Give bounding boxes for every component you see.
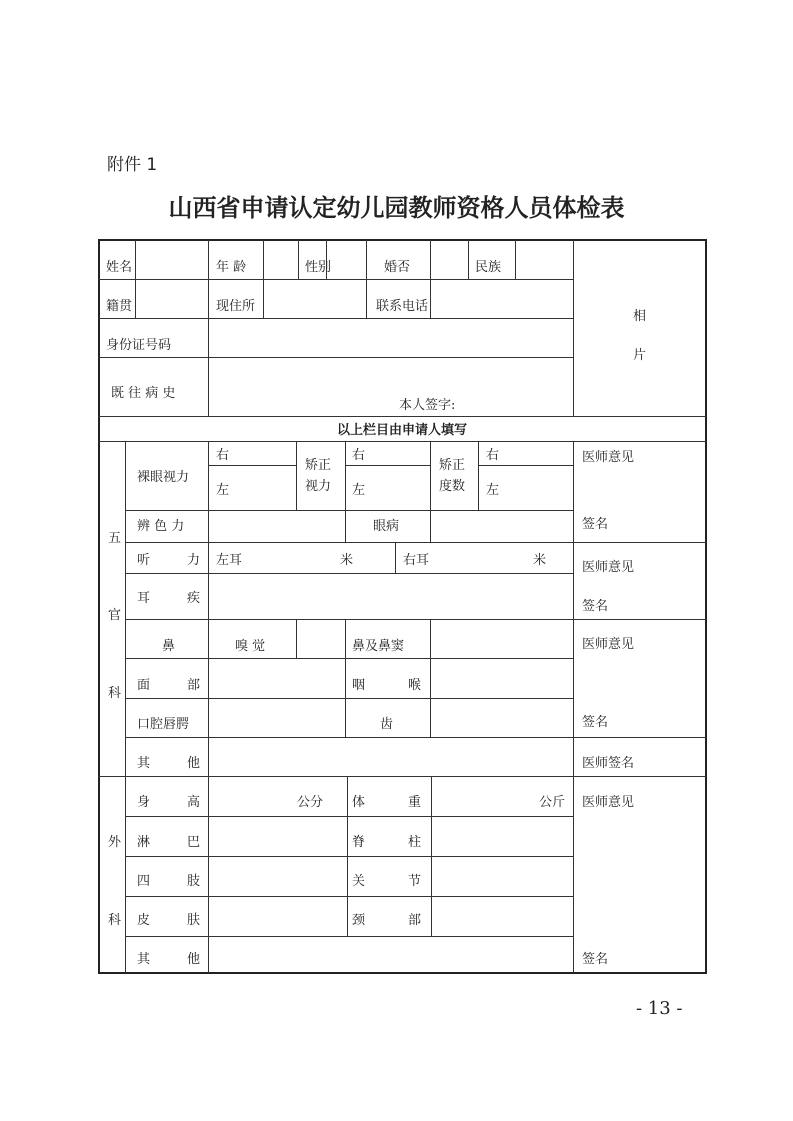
label-phone: 联系电话	[376, 299, 429, 314]
photo-label-2: 片	[633, 348, 647, 363]
label-neck: 部	[408, 913, 422, 928]
label-height: 高	[187, 795, 201, 810]
label-throat: 喉	[408, 678, 422, 693]
label-ear: 疾	[187, 591, 201, 606]
label-left-ear: 左耳	[216, 553, 243, 568]
section-facial-2: 官	[108, 608, 122, 623]
label-vision: 视力	[305, 479, 332, 494]
label-height: 身	[137, 795, 151, 810]
page-number: - 13 -	[636, 998, 683, 1019]
unit-meter: 米	[340, 553, 354, 568]
label-correction: 矫正	[439, 458, 466, 473]
label-gender: 性别	[305, 260, 332, 275]
label-other: 他	[187, 756, 201, 771]
label-skin: 肤	[187, 913, 201, 928]
unit-meter: 米	[533, 553, 547, 568]
label-spine: 柱	[408, 835, 422, 850]
label-lymph: 巴	[187, 835, 201, 850]
label-history: 既 往 病 史	[111, 386, 176, 401]
sign-label: 签名	[582, 599, 609, 614]
label-eye-disease: 眼病	[373, 519, 400, 534]
label-weight: 重	[408, 795, 422, 810]
section-facial-3: 科	[108, 686, 122, 701]
label-degree: 度数	[439, 479, 466, 494]
label-teeth: 齿	[380, 717, 394, 732]
unit-kg: 公斤	[539, 795, 566, 810]
label-right-ear: 右耳	[403, 553, 430, 568]
label-ear: 耳	[137, 591, 151, 606]
sign-label: 签名	[582, 517, 609, 532]
photo-label-1: 相	[633, 309, 647, 324]
doctor-opinion-label: 医师意见	[582, 560, 635, 575]
label-other: 他	[187, 952, 201, 967]
label-right: 右	[216, 448, 230, 463]
doctor-sign-label: 医师签名	[582, 756, 635, 771]
label-right: 右	[352, 448, 366, 463]
label-other: 其	[137, 756, 151, 771]
label-lymph: 淋	[137, 835, 151, 850]
label-joint: 关	[352, 874, 366, 889]
label-naked-vision: 裸眼视力	[137, 470, 190, 485]
label-left: 左	[352, 483, 366, 498]
label-age: 年 龄	[216, 260, 247, 275]
attachment-label: 附件 1	[107, 155, 158, 175]
label-limbs: 肢	[187, 874, 201, 889]
section-surgery-2: 科	[108, 913, 122, 928]
label-id-number: 身份证号码	[106, 338, 172, 353]
label-name: 姓名	[106, 260, 133, 275]
label-skin: 皮	[137, 913, 151, 928]
label-limbs: 四	[137, 874, 151, 889]
label-sinus: 鼻及鼻窦	[352, 639, 405, 654]
sign-label: 签名	[582, 952, 609, 967]
label-spine: 脊	[352, 835, 366, 850]
label-hearing: 听	[137, 553, 151, 568]
unit-cm: 公分	[297, 795, 324, 810]
label-native-place: 籍贯	[106, 299, 133, 314]
label-throat: 咽	[352, 678, 366, 693]
doctor-opinion-label: 医师意见	[582, 637, 635, 652]
label-ethnicity: 民族	[475, 260, 502, 275]
label-left: 左	[486, 483, 500, 498]
label-face: 面	[137, 678, 151, 693]
label-other: 其	[137, 952, 151, 967]
label-color: 辨 色 力	[137, 519, 185, 534]
label-corrected: 矫正	[305, 458, 332, 473]
doctor-opinion-label: 医师意见	[582, 450, 635, 465]
label-smell: 嗅 觉	[235, 639, 266, 654]
label-joint: 节	[408, 874, 422, 889]
doctor-opinion-label: 医师意见	[582, 795, 635, 810]
label-oral: 口腔唇腭	[137, 717, 190, 732]
section-facial-1: 五	[108, 531, 122, 546]
label-residence: 现住所	[216, 299, 256, 314]
label-left: 左	[216, 483, 230, 498]
form-title: 山西省申请认定幼儿园教师资格人员体检表	[168, 193, 625, 222]
sign-label: 签名	[582, 715, 609, 730]
label-face: 部	[187, 678, 201, 693]
label-marital: 婚否	[384, 260, 411, 275]
label-weight: 体	[352, 795, 366, 810]
label-hearing: 力	[187, 553, 201, 568]
label-neck: 颈	[352, 913, 366, 928]
label-right: 右	[486, 448, 500, 463]
label-signature: 本人签字:	[399, 398, 456, 413]
label-nose: 鼻	[162, 639, 176, 654]
section-surgery-1: 外	[108, 835, 122, 850]
applicant-note: 以上栏目由申请人填写	[336, 423, 467, 438]
